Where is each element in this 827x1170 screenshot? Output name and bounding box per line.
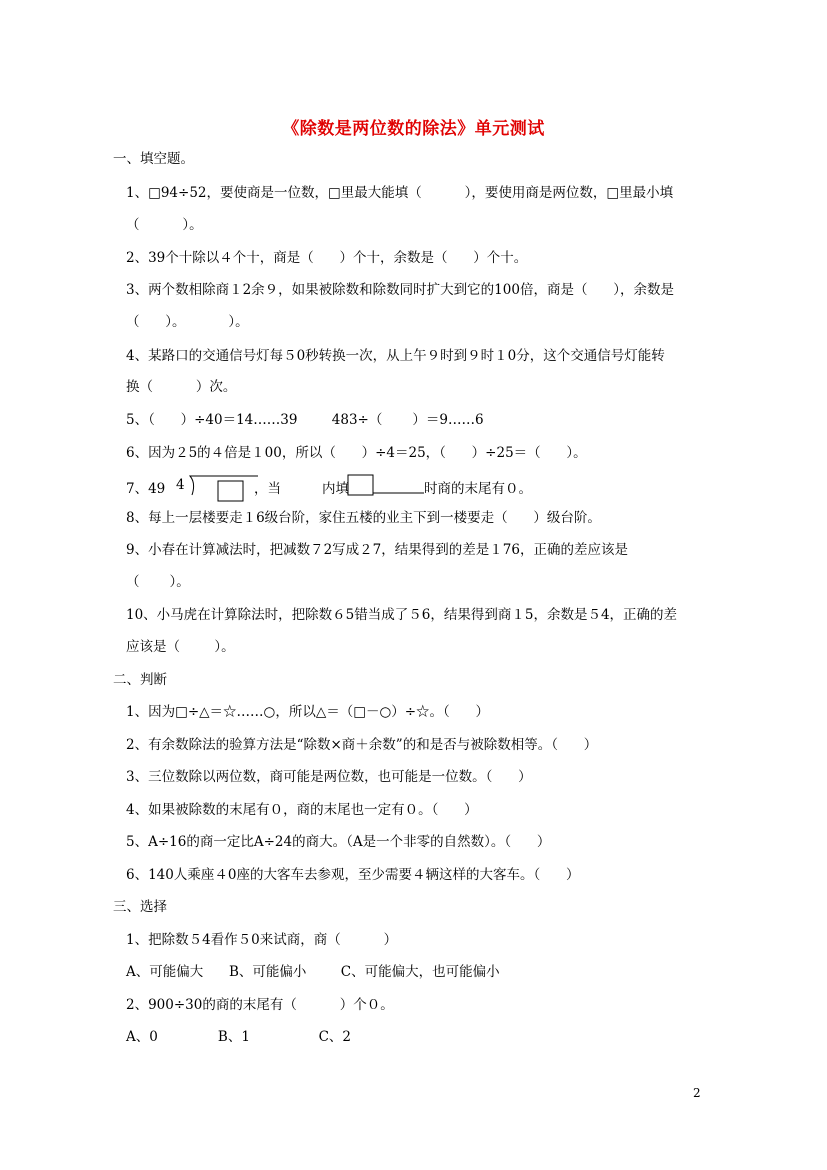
question-10-line-2: 应该是（ ）。 bbox=[126, 639, 235, 655]
choice-2: 2、900÷30的商的末尾有（ ）个０。 bbox=[126, 997, 394, 1013]
question-9-line-2: （ ）。 bbox=[126, 574, 190, 590]
question-10-line-1: 10、小马虎在计算除法时，把除数６5错当成了５6，结果得到商１5，余数是５4，正确的差 bbox=[126, 607, 678, 623]
question-7-divisor: 4 bbox=[176, 477, 185, 493]
question-9-line-1: 9、小春在计算减法时，把减数７2写成２7，结果得到的差是１76，正确的差应该是 bbox=[126, 542, 628, 558]
question-7-when: ，当 bbox=[254, 481, 281, 497]
judge-3: 3、三位数除以两位数，商可能是两位数，也可能是一位数。（ ） bbox=[126, 769, 532, 785]
question-8: 8、每上一层楼要走１6级台阶，家住五楼的业主下到一楼要走（ ）级台阶。 bbox=[126, 510, 601, 526]
blank-box-1 bbox=[218, 481, 243, 501]
question-4-line-2: 换（ ）次。 bbox=[126, 379, 237, 395]
document-title: 《除数是两位数的除法》单元测试 bbox=[282, 119, 545, 139]
judge-2: 2、有余数除法的验算方法是“除数×商＋余数”的和是否与被除数相等。（ ） bbox=[126, 737, 598, 753]
section-choice-heading: 三、选择 bbox=[113, 899, 167, 915]
page-number: 2 bbox=[693, 1086, 701, 1100]
question-1-line-2: （ ）。 bbox=[126, 217, 203, 233]
section-fill-blank-heading: 一、填空题。 bbox=[113, 151, 194, 167]
section-judge-heading: 二、判断 bbox=[113, 672, 167, 688]
question-3-line-2: （ ）。 ）。 bbox=[126, 314, 249, 330]
question-5: 5、（ ）÷40＝14……39 483÷（ ）＝9……6 bbox=[126, 412, 484, 428]
question-7-rest: 时商的末尾有０。 bbox=[424, 481, 532, 497]
division-bracket bbox=[190, 476, 258, 495]
choice-1: 1、把除数５4看作５0来试商，商（ ） bbox=[126, 932, 398, 948]
choice-2-options: A、0 B、1 C、2 bbox=[126, 1029, 352, 1045]
question-3-line-1: 3、两个数相除商１2余９，如果被除数和除数同时扩大到它的100倍，商是（ ），余数是 bbox=[126, 282, 674, 298]
judge-1: 1、因为□÷△＝☆……○，所以△＝（□－○）÷☆。（ ） bbox=[126, 704, 490, 720]
choice-1-options: A、可能偏大 B、可能偏小 C、可能偏大，也可能偏小 bbox=[126, 964, 500, 980]
question-1-line-1: 1、□94÷52，要使商是一位数，□里最大能填（ ），要使用商是两位数，□里最小填 bbox=[126, 185, 674, 201]
judge-4: 4、如果被除数的末尾有０，商的末尾也一定有０。（ ） bbox=[126, 802, 478, 818]
question-7-number: 7、49 bbox=[126, 481, 166, 497]
question-7 bbox=[126, 473, 546, 503]
question-7-inside: 内填 bbox=[322, 481, 349, 497]
question-2: 2、39个十除以４个十，商是（ ）个十，余数是（ ）个十。 bbox=[126, 250, 528, 266]
question-6: 6、因为２5的４倍是１00，所以（ ）÷4＝25，（ ）÷25＝（ ）。 bbox=[126, 445, 587, 461]
judge-5: 5、A÷16的商一定比A÷24的商大。（A是一个非零的自然数）。（ ） bbox=[126, 834, 551, 850]
question-4-line-1: 4、某路口的交通信号灯每５0秒转换一次，从上午９时到９时１0分，这个交通信号灯能转 bbox=[126, 348, 665, 364]
judge-6: 6、140人乘座４0座的大客车去参观，至少需要４辆这样的大客车。（ ） bbox=[126, 867, 580, 883]
blank-box-2 bbox=[348, 475, 373, 495]
